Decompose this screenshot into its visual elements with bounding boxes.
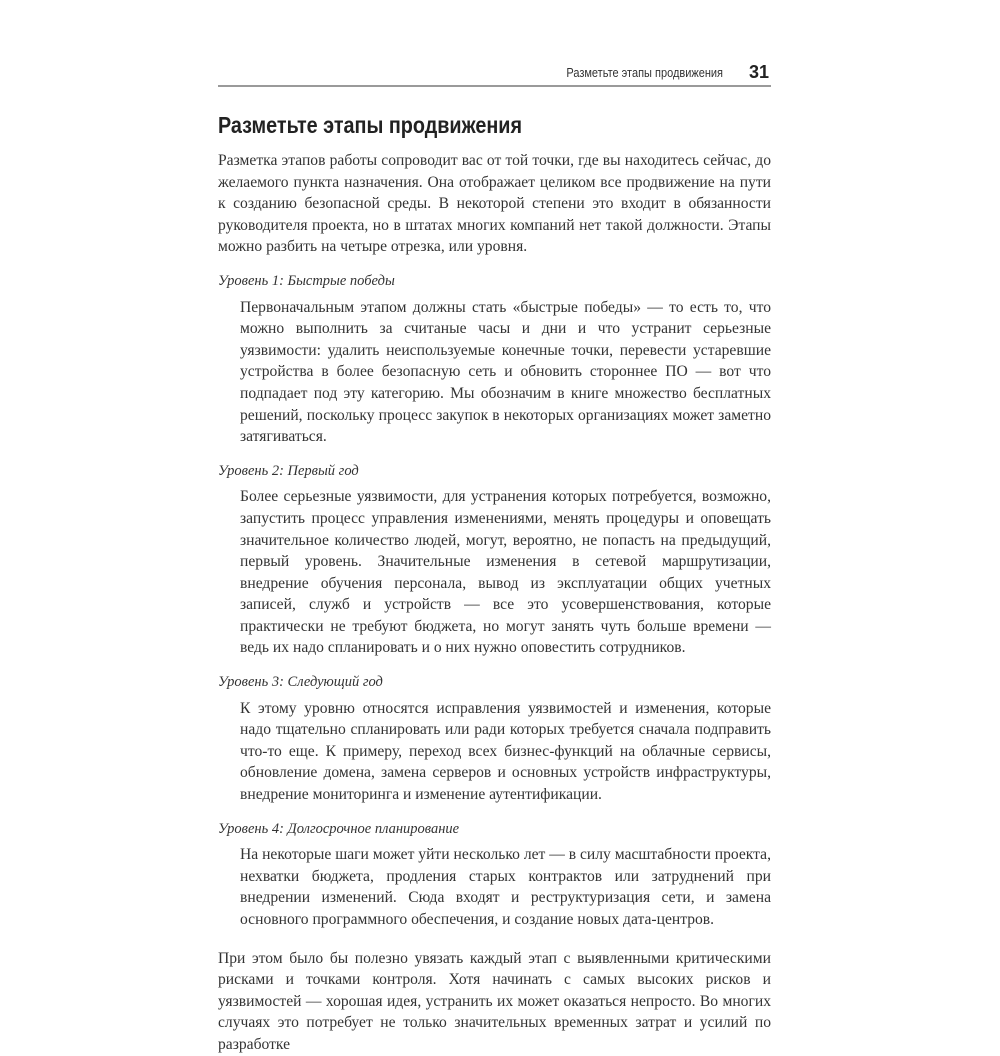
level-title: Уровень 4: Долгосрочное планирование — [218, 820, 460, 837]
level-4 — [218, 819, 771, 931]
level-text: Первоначальным этапом должны стать «быстрые победы» — то есть то, что можно выполнить за считаные часы и дни и что устранит серьезные уязвимости: удалить неиспользуемые конечные точки, перевести устаревшие устройства в более безопасную сеть и обновить стороннее ПО — вот что подпадает под эту категорию. Мы обозначим в книге множество бесплатных решений, поскольку процесс закупок в некоторых организациях может заметно затягиваться. — [240, 298, 771, 446]
intro-paragraph: Разметка этапов работы сопроводит вас от той точки, где вы находитесь сейчас, до желаемого пункта назначения. Она отображает целиком все продвижение на пути к созданию безопасной среды. В некоторой степени это входит в обязанности руководителя проекта, но в штатах многих компаний нет такой должности. Этапы можно разбить на четыре отрезка, или уровня. — [218, 152, 771, 256]
level-title: Уровень 1: Быстрые победы — [218, 272, 395, 289]
closing-paragraph: При этом было бы полезно увязать каждый этап с выявленными критическими рисками и точками контроля. Хотя начинать с самых высоких рисков и уязвимостей — хорошая идея, устранить их может оказаться непросто. Во многих случаях это потребует не только значительных временных затрат и усилий по разработке — [218, 949, 771, 1053]
running-head — [218, 62, 771, 84]
section-title: Разметьте этапы продвижения — [218, 112, 523, 138]
level-1 — [218, 271, 771, 448]
page-number: 31 — [748, 62, 769, 82]
level-text: Более серьезные уязвимости, для устранения которых потребуется, возможно, запустить процесс управления изменениями, менять процедуры и оповещать значительное количество людей, могут, вероятно, не попасть на предыдущий, первый уровень. Значительные изменения в сетевой маршрутизации, внедрение обучения персонала, вывод из эксплуатации общих учетных записей, служб и устройств — все это усовершенствования, которые практически не требуют бюджета, но могут занять чуть больше времени — ведь их надо спланировать и о них нужно оповестить сотрудников. — [240, 488, 771, 657]
header-rule — [218, 85, 771, 87]
level-text: К этому уровню относятся исправления уязвимостей и изменения, которые надо тщательно спланировать или ради которых требуется сначала подправить что-то еще. К примеру, переход всех бизнес-функций на облачные сервисы, обновление домена, замена серверов и основных устройств инфраструктуры, внедрение мониторинга и изменение аутентификации. — [240, 699, 771, 804]
running-head-title: Разметьте этапы продвижения — [566, 66, 723, 80]
level-title: Уровень 3: Следующий год — [218, 674, 383, 691]
level-3 — [218, 672, 771, 806]
level-2 — [218, 461, 771, 659]
section-body — [218, 150, 771, 1056]
level-text: На некоторые шаги может уйти несколько лет — в силу масштабности проекта, нехватки бюджета, продления старых контрактов или затруднений при внедрении изменений. Сюда входят и реструктуризация сети, и замена основного программного обеспечения, и создание новых дата-центров. — [240, 846, 771, 928]
level-title: Уровень 2: Первый год — [218, 462, 359, 479]
